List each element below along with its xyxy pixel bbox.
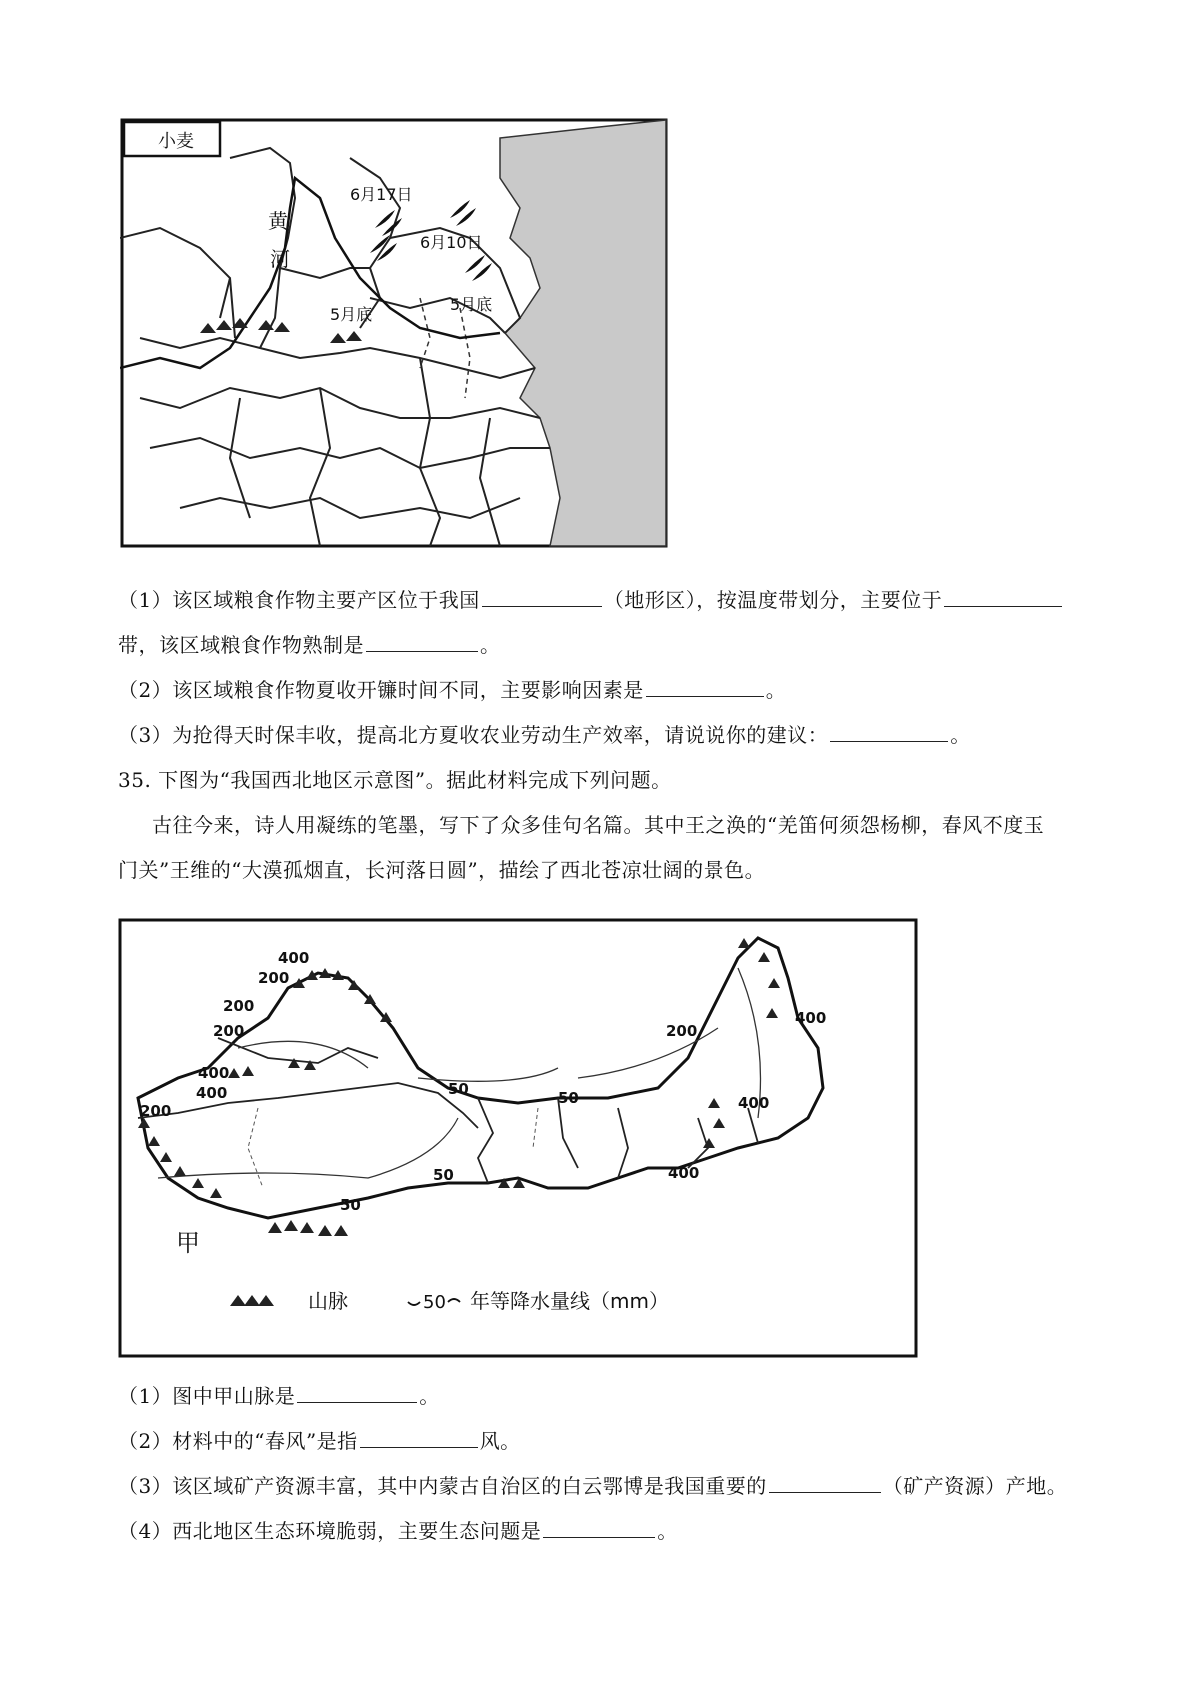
answer-blank[interactable] [944,586,1062,607]
map1-river-char-2: 河 [270,247,290,271]
isoline-label: 400 [198,1064,230,1082]
isoline-label: 50 [433,1166,454,1184]
answer-blank[interactable] [830,721,948,742]
q34-item-1-line-1: （1）该区域粮食作物主要产区位于我国 （地形区），按温度带划分，主要位于 [118,586,1064,614]
isoline-label: 50 [340,1196,361,1214]
answer-blank[interactable] [646,676,764,697]
map1-legend-label: 小麦 [158,131,194,152]
answer-blank[interactable] [543,1517,655,1538]
q34-item-3: （3）为抢得天时保丰收，提高北方夏收农业劳动生产效率，请说说你的建议： 。 [118,723,971,747]
isoline-label: 400 [278,949,310,967]
map1-label-late-may-2: 5月底 [450,295,493,314]
q35-item-2: （2）材料中的“春风”是指 风。 [118,1429,521,1453]
answer-blank[interactable] [482,586,602,607]
isoline-label: 400 [795,1009,827,1027]
isoline-label: 50 [448,1080,469,1098]
answer-blank[interactable] [360,1427,478,1448]
isoline-label: 50 [558,1089,579,1107]
range-label-jia: 甲 [176,1229,200,1257]
isoline-label: 200 [223,997,255,1015]
legend-isoline-label: 年等降水量线（mm） [470,1289,669,1313]
map1-label-jun10: 6月10日 [420,233,483,252]
answer-blank[interactable] [366,631,478,652]
q35-passage-line-1: 古往今来，诗人用凝练的笔墨，写下了众多佳句名篇。其中王之涣的“羌笛何须怨杨柳，春风不度玉 [152,813,1045,837]
q34-item-2: （2）该区域粮食作物夏收开镰时间不同，主要影响因素是 。 [118,678,787,702]
isoline-label: 400 [196,1084,228,1102]
isoline-label: 200 [258,969,290,987]
answer-blank[interactable] [297,1382,417,1403]
isoline-label: 200 [140,1102,172,1120]
wheat-harvest-map [120,118,668,548]
map1-river-char-1: 黄 [268,209,288,233]
isoline-label: 400 [668,1164,700,1182]
answer-blank[interactable] [769,1472,881,1493]
isoline-label: 400 [738,1094,770,1112]
q35-item-3: （3）该区域矿产资源丰富，其中内蒙古自治区的白云鄂博是我国重要的 （矿产资源）产地。 [118,1474,1068,1498]
legend-isoline-value: 50 [423,1292,446,1313]
northwest-china-map [118,918,918,1358]
map1-label-jun17: 6月17日 [350,185,413,204]
q35-item-1: （1）图中甲山脉是 。 [118,1384,440,1408]
q34-item-1-line-2: 带，该区域粮食作物熟制是 。 [118,633,501,657]
q35-intro: 35. 下图为“我国西北地区示意图”。据此材料完成下列问题。 [118,768,672,792]
isoline-label: 200 [213,1022,245,1040]
map1-label-late-may-1: 5月底 [330,305,373,324]
q35-passage-line-2: 门关”王维的“大漠孤烟直，长河落日圆”，描绘了西北苍凉壮阔的景色。 [118,858,766,882]
isoline-label: 200 [666,1022,698,1040]
legend-mountain-label: 山脉 [308,1289,348,1313]
q35-item-4: （4）西北地区生态环境脆弱，主要生态问题是 。 [118,1519,678,1543]
